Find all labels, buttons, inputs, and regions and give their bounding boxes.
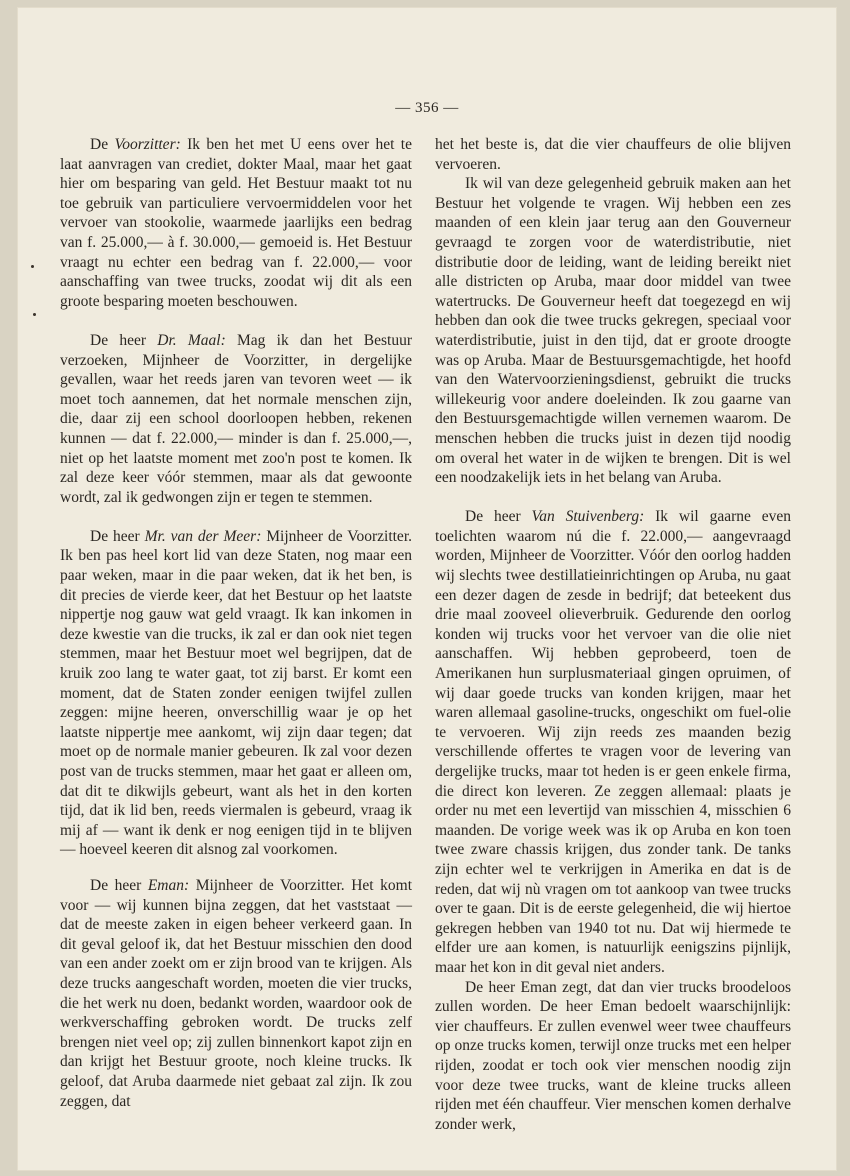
speaker-name: Dr. Maal: (157, 331, 226, 349)
speaker-name: Van Stuivenberg: (531, 508, 645, 526)
speech-paragraph: De heer Dr. Maal: Mag ik dan het Bestuur verzoeken, Mijnheer de Voorzitter, in dergelijke gevallen, waar het reeds jaren van tevoren weet — ik moet toch aannemen, dat het normale menschen zijn, die, daar zij een school doorloopen hebben, rekenen kunnen — dat f. 22.000,— minder is dan f. 25.000,—, niet op het laatste moment met zoo'n post te komen. Ik zal deze keer vóór stemmen, maar als dat gewoonte wordt, zal ik gedwongen zijn er tegen te stemmen. (60, 331, 412, 506)
page-number: — 356 — (395, 100, 459, 116)
left-column (60, 135, 412, 1111)
document-page (18, 8, 836, 1170)
speech-paragraph: De heer Eman: Mijnheer de Voorzitter. Het komt voor — wij kunnen bijna zeggen, dat het vaststaat — dat de meeste zaken in eigen beheer verkeerd gaan. In dit geval geloof ik, dat het Bestuur misschien den dood van een ander zoekt om er zijn brood van te krijgen. Als deze trucks aangeschaft worden, moeten die vier trucks, die het werk nu doen, bedankt worden, waardoor ook de werkverschaffing gebroken wordt. De trucks zelf brengen niet veel op; zij zullen binnenkort kapot zijn en dan krijgt het Bestuur groote, noch kleine trucks. Ik geloof, dat Aruba daarmede niet gebaat zal zijn. Ik zou zeggen, dat (60, 876, 413, 1110)
speech-paragraph: het het beste is, dat die vier chauffeurs de olie blijven vervoeren. (435, 136, 791, 173)
right-column (435, 135, 791, 1134)
speech-paragraph: De heer Van Stuivenberg: Ik wil gaarne even toelichten waarom nú die f. 22.000,— aangevraagd worden, Mijnheer de Voorzitter. Vóór den oorlog hadden wij slechts twee destillatieinrichtingen op Aruba, nu gaat een dezer dagen de zesde in bedrijf; dat beteekent dus drie maal zooveel olieverbruik. Gedurende den oorlog konden wij trucks voor het vervoer van die olie niet aanschaffen. Wij hebben geprobeerd, toen de Amerikanen hun surplusmateriaal gingen opruimen, of wij daar goede trucks van konden krijgen, maar het waren allemaal gasoline-trucks, ongeschikt om fuel-olie te vervoeren. Wij zijn reeds zes maanden bezig verschillende offertes te vragen voor de levering van dergelijke trucks, maar tot heden is er geen enkele firma, die direct kon leveren. Ze zeggen allemaal: plaats je order nu met een levertijd van misschien 4, misschien 6 maanden. De vorige week was ik op Aruba en kon toen twee zware chassis krijgen, dus zonder tank. De tanks zijn echter wel te verkrijgen in Amerika en dat is de reden, dat wij nù vragen om tot aankoop van twee trucks over te gaan. Dit is de eerste gelegenheid, die wij hiertoe gekregen hebben van 1940 tot nu. Dat wij hiermede te elfder ure aan komen, is natuurlijk eenigszins pijnlijk, maar het kon in dit geval niet anders. (435, 508, 792, 976)
speech-paragraph: De Voorzitter: Ik ben het met U eens over het te laat aanvragen van crediet, dokter Maal, maar het gaat hier om besparing van geld. Het Bestuur maakt tot nu toe gebruik van particuliere vervoermiddelen voor het vervoer van stookolie, waarmede jaarlijks een bedrag van f. 25.000,— à f. 30.000,— gemoeid is. Het Bestuur vraagt nu echter een bedrag van f. 22.000,— voor aanschaffing van twee trucks, zoodat wij dit als een groote besparing moeten beschouwen. (60, 136, 412, 310)
margin-mark (31, 265, 34, 268)
speaker-name: Voorzitter: (114, 136, 181, 153)
speech-paragraph: De heer Mr. van der Meer: Mijnheer de Voorzitter. Ik ben pas heel kort lid van deze Staten, nog maar een paar weken, maar in die paar weken, dat ik het ben, is dit precies de vierde keer, dat het Bestuur op het laatste nippertje nog gauw wat geld vraagt. Ik kan inkomen in deze kwestie van die trucks, ik zal er dan ook niet tegen stemmen, maar het Bestuur moet wel begrijpen, dat de kruik zoo lang te water gaat, tot zij barst. Er komt een moment, dat de Staten zonder eenigen twijfel zullen zeggen: mijne heeren, onverschillig waar je op het laatste nippertje mee aankomt, wij zijn daar tegen; dat moet op de normale manier gebeuren. Ik zal voor dezen post van de trucks stemmen, maar het gaat er alleen om, dat dit te dikwijls gebeurt, want als het in den korten tijd, dat ik lid ben, reeds viermalen is gebeurd, vraag ik mij af — want ik denk er nog eenigen tijd in te blijven — hoeveel keeren dit alsnog zal voorkomen. (60, 527, 412, 859)
speech-paragraph: Ik wil van deze gelegenheid gebruik maken aan het Bestuur het volgende te vragen. Wij hebben een zes maanden of een klein jaar terug aan den Gouverneur gevraagd te zorgen voor de waterdistributie, niet distributie door de leiding, want de leiding bereikt niet alle districten op Aruba, maar door middel van twee watertrucks. De Gouverneur heeft dat toegezegd en wij hebben dan ook die twee trucks gekregen, speciaal voor waterdistributie, juist in den tijd, dat er groote droogte was op Aruba. Maar de Bestuursgemachtigde, het hoofd van den Watervoorzieningsdienst, gebruikt die trucks willekeurig voor andere doeleinden. Ik zou gaarne van den Bestuursgemachtigde willen vernemen waarom. De menschen hebben die trucks juist in dezen tijd noodig om overal het water in de wijken te brengen. Dit is wel een noodzakelijk iets in het belang van Aruba. (435, 175, 791, 487)
speaker-name: Eman: (147, 876, 190, 894)
speaker-name: Mr. van der Meer: (144, 527, 262, 545)
speech-paragraph: De heer Eman zegt, dat dan vier trucks broodeloos zullen worden. De heer Eman bedoelt waarschijnlijk: vier chauffeurs. Er zullen evenwel weer twee chauffeurs op onze trucks komen, terwijl onze trucks met een helper rijden, zoodat er toch ook vier menschen noodig zijn voor deze twee trucks, want de kleine trucks alleen rijden met één chauffeur. Vier menschen komen derhalve zonder werk, (435, 978, 791, 1133)
margin-mark (33, 313, 36, 316)
